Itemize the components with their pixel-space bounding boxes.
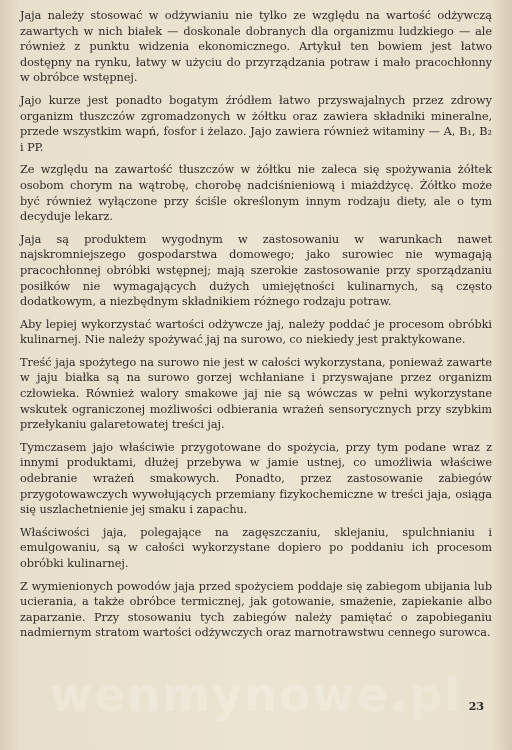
paragraph-7: Tymczasem jajo właściwie przygotowane do spożycia, przy tym podane wraz z innymi produktami, dłużej przebywa w jamie ustnej, co umożliwia właściwe odebranie wrażeń smakowych. Ponadto, przez zastosowanie zabiegów przygotowawczych wywołujących przemiany fizykochemiczne w treści jaja, osiąga się uszlachetnienie jej smaku i zapachu. <box>20 440 492 517</box>
paragraph-2: Jajo kurze jest ponadto bogatym źródłem łatwo przyswajalnych przez zdrowy organizm tłuszczów zgromadzonych w żółtku oraz zawiera składniki mineralne, przede wszystkim wapń, fosfor i żelazo. Jajo zawiera również witaminy — A, B₁, B₂ i PP. <box>20 93 492 154</box>
paragraph-1: Jaja należy stosować w odżywianiu nie tylko ze względu na wartość odżywczą zawartych w nich białek — doskonale dobranych dla organizmu ludzkiego — ale również z punktu widzenia ekonomicznego. Artykuł ten bowiem jest łatwo dostępny na rynku, łatwy w użyciu do przyrządzania potraw i mało pracochłonny w obróbce wstępnej. <box>20 9 492 85</box>
watermark: wenmynowe.pl <box>49 668 463 722</box>
paragraph-8: Właściwości jaja, polegające na zagęszczaniu, sklejaniu, spulchnianiu i emulgowaniu, są w całości wykorzystane dopiero po poddaniu ich procesom obróbki kulinarnej. <box>20 525 492 570</box>
paragraph-3: Ze względu na zawartość tłuszczów w żółtku nie zaleca się spożywania żółtek osobom chorym na wątrobę, chorobę nadciśnieniową i miażdżycę. Żółtko może być również wyłączone przy ściśle określonym innym rodzaju diety, ale o tym decyduje lekarz. <box>20 163 492 224</box>
paragraph-5: Aby lepiej wykorzystać wartości odżywcze jaj, należy poddać je procesom obróbki kulinarnej. Nie należy spożywać jaj na surowo, co niekiedy jest praktykowane. <box>20 317 492 347</box>
body-text <box>20 8 492 641</box>
page-number: 23 <box>468 700 484 713</box>
paragraph-6: Treść jaja spożytego na surowo nie jest w całości wykorzystana, ponieważ zawarte w jaju białka są na surowo gorzej wchłaniane i przyswajane przez organizm człowieka. Również walory smakowe jaj nie są wówczas w pełni wykorzystane wskutek ograniczonej możliwości odbierania wrażeń sensorycznych przy szybkim przełykaniu galaretowatej treści jaj. <box>20 355 492 432</box>
paragraph-9: Z wymienionych powodów jaja przed spożyciem poddaje się zabiegom ubijania lub ucierania, a także obróbce termicznej, jak gotowanie, smażenie, zapiekanie albo zaparzanie. Przy stosowaniu tych zabiegów należy pamiętać o zapobieganiu nadmiernym stratom wartości odżywczych oraz marnotrawstwu cennego surowca. <box>20 579 492 640</box>
paragraph-4: Jaja są produktem wygodnym w zastosowaniu w warunkach nawet najskromniejszego gospodarstwa domowego; jako surowiec nie wymagają pracochłonnej obróbki wstępnej; mają szerokie zastosowanie przy sporządzaniu posiłków nie wymagających dużych umiejętności kulinarnych, są często dodatkowym, a niezbędnym składnikiem różnego rodzaju potraw. <box>20 232 492 309</box>
